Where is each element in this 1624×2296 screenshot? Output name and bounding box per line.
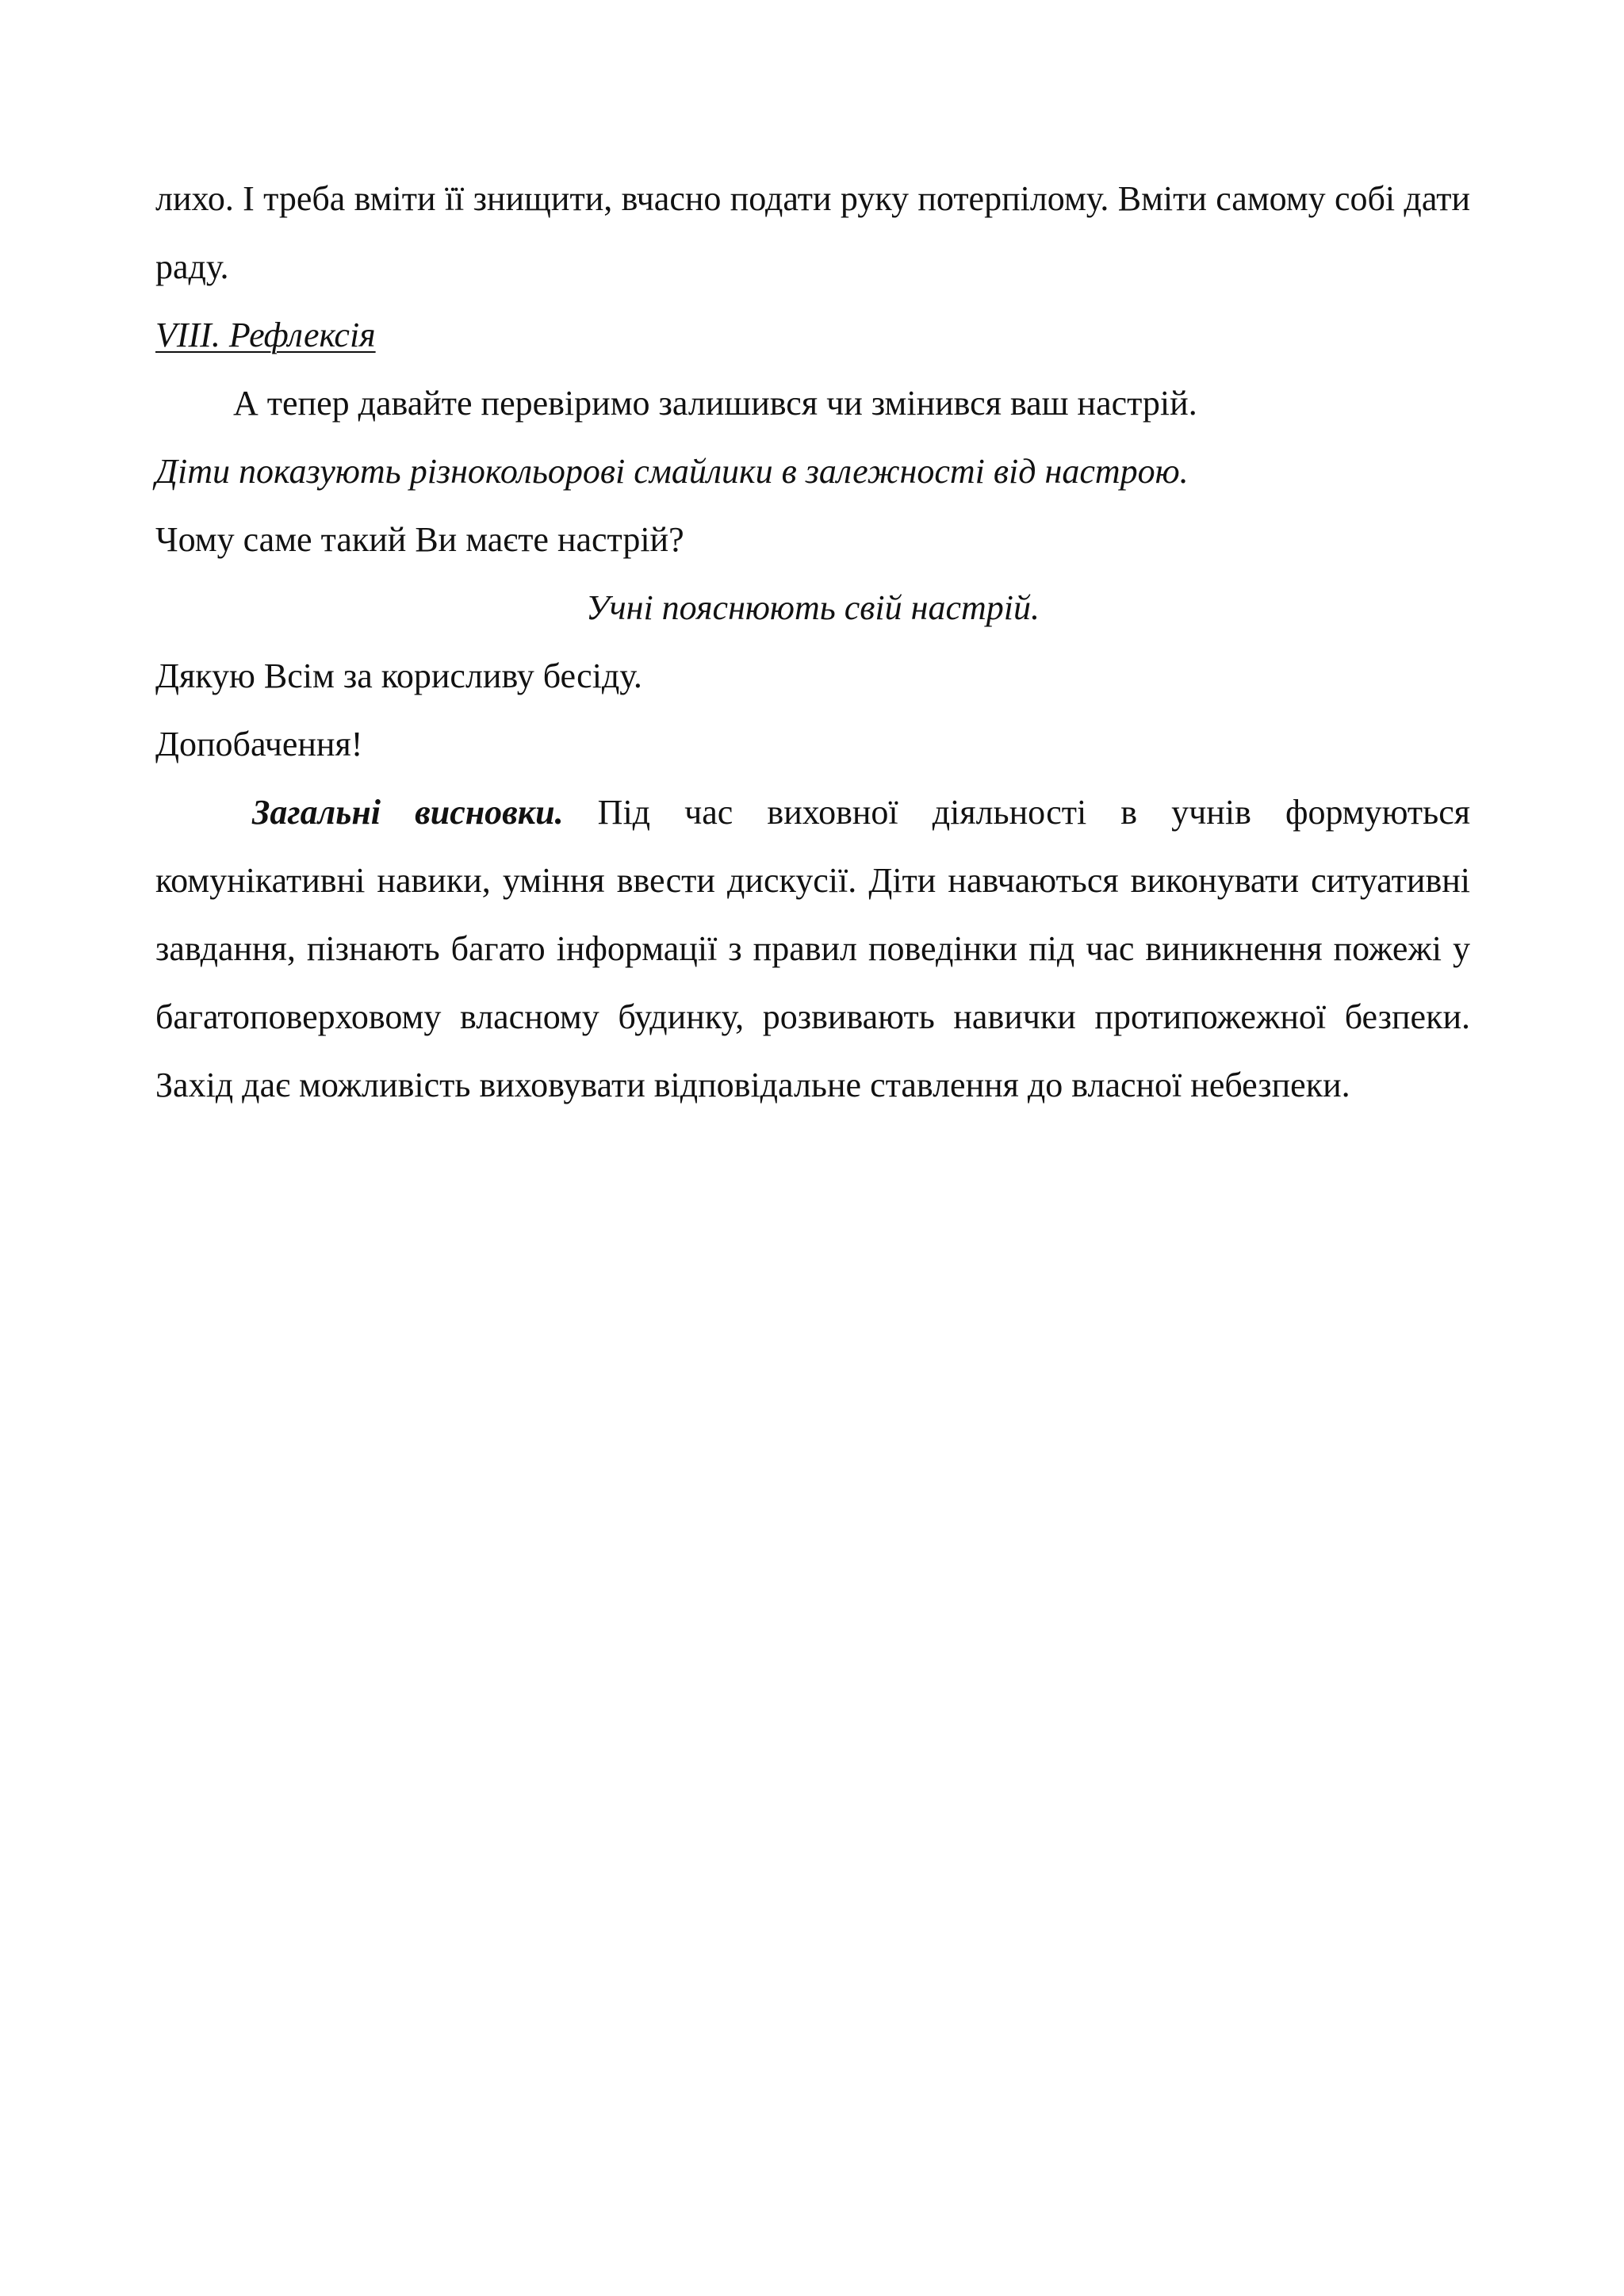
conclusion-text: Під час виховної діяльності в учнів формуються комунікативні навики, уміння ввести дискусії. Діти навчаються виконувати ситуативні завдання, пізнають багато інформації з правил поведінки під час виникнення пожежі у багатоповерховому власному будинку, розвивають навички протипожежної безпеки. Захід дає можливість виховувати відповідальне ставлення до власної небезпеки. <box>155 793 1470 1104</box>
paragraph-question-intro: А тепер давайте перевіримо залишився чи змінився ваш настрій. <box>233 384 1197 423</box>
paragraph-children-action: Діти показують різнокольорові смайлики в залежності від настрою. <box>155 452 1189 491</box>
paragraph-students-action: Учні пояснюють свій настрій. <box>586 588 1040 627</box>
section-heading: VIII. Рефлексія <box>155 316 376 354</box>
section-heading-container <box>155 301 1470 369</box>
document-body <box>155 165 1470 1119</box>
conclusion-label: Загальні висновки. <box>252 793 564 832</box>
paragraph-question: Чому саме такий Ви маєте настрій? <box>155 520 684 559</box>
paragraph-conclusion <box>155 779 1470 1119</box>
paragraph-thanks: Дякую Всім за корисливу бесіду. <box>155 656 642 695</box>
paragraph-goodbye: Допобачення! <box>155 725 363 763</box>
paragraph-continuation: лихо. І треба вміти її знищити, вчасно подати руку потерпілому. Вміти самому собі дати раду. <box>155 179 1470 286</box>
